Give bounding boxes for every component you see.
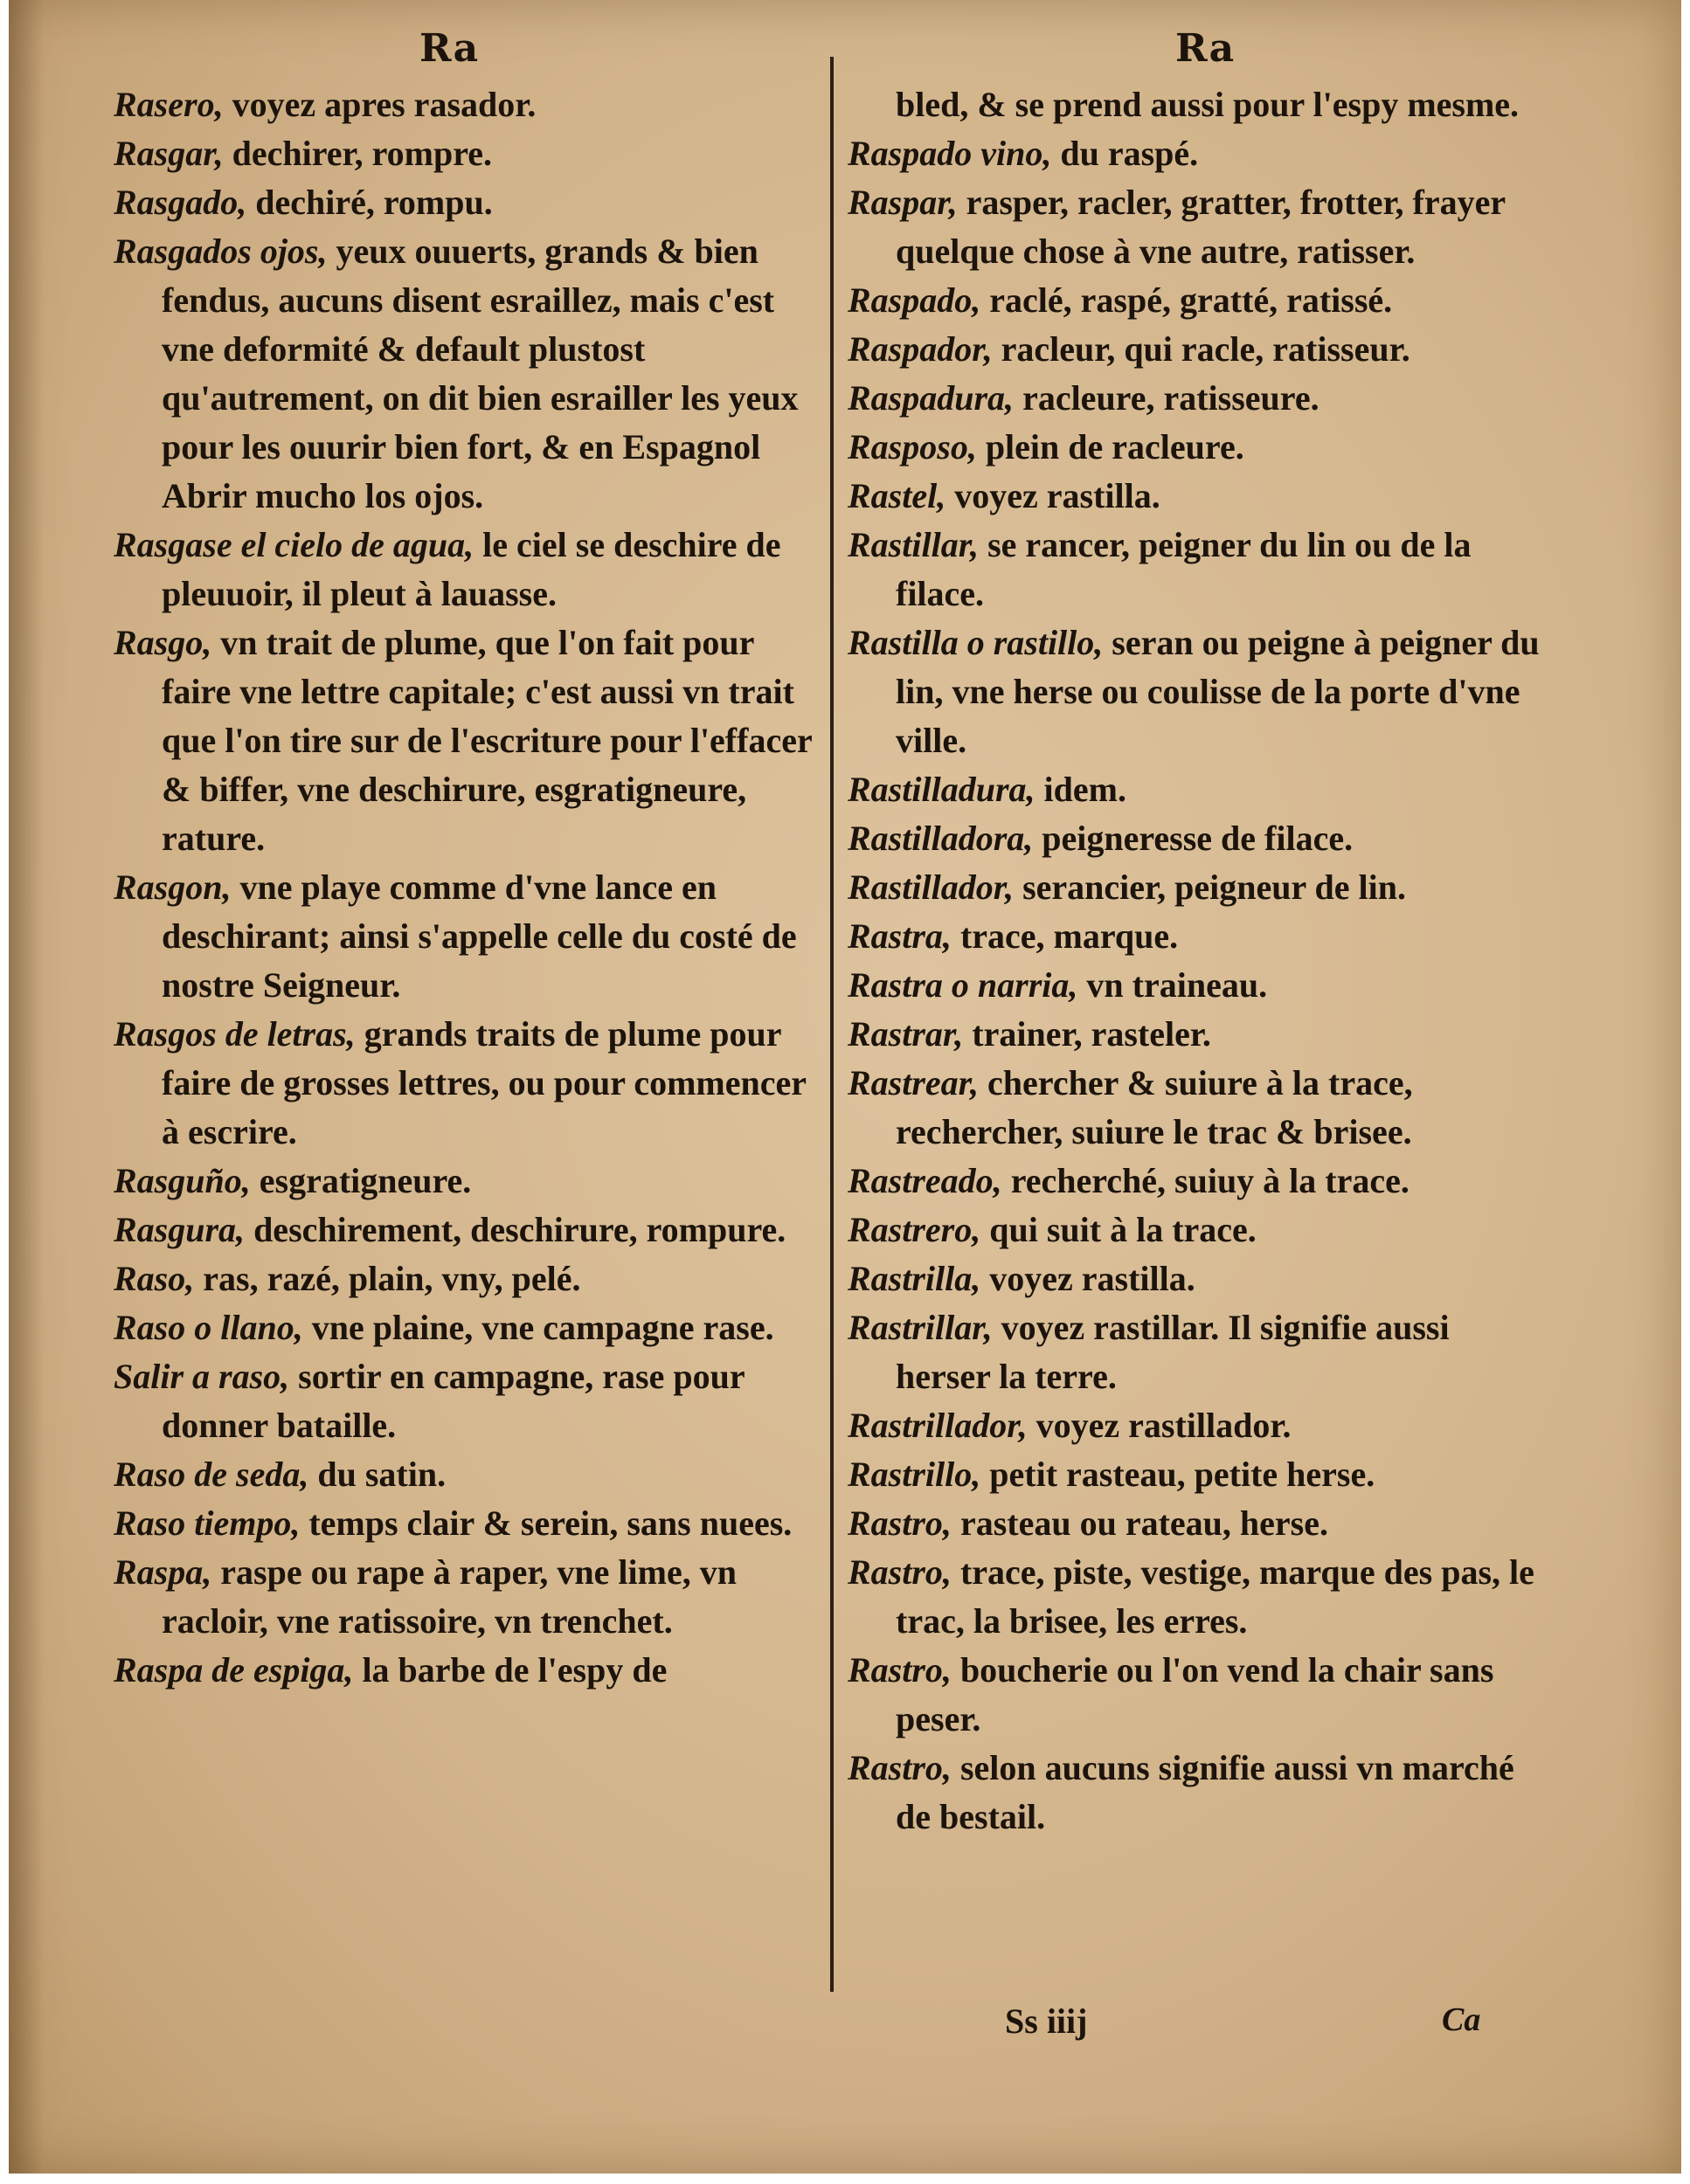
entry-headword: Rastra o narria, bbox=[848, 965, 1078, 1005]
dictionary-entry bbox=[848, 472, 1547, 521]
entry-headword: Rasgar, bbox=[114, 134, 224, 173]
dictionary-entry bbox=[848, 521, 1547, 619]
entry-definition: trace, marque. bbox=[951, 916, 1179, 956]
dictionary-entry bbox=[848, 276, 1547, 325]
dictionary-entry bbox=[848, 619, 1547, 765]
entry-definition: dechiré, rompu. bbox=[246, 183, 493, 222]
entry-headword: Rastro, bbox=[848, 1650, 952, 1690]
entry-definition: yeux ouuerts, grands & bien fendus, aucuns disent esraillez, mais c'est vne deformité & default plustost qu'autrement, on dit bien esrailler les yeux pour les ouurir bien fort, & en Espagnol Abrir mucho los ojos. bbox=[162, 232, 799, 515]
entry-headword: Raso o llano, bbox=[114, 1308, 303, 1347]
entry-definition: peigneresse de filace. bbox=[1033, 819, 1354, 858]
entry-headword: Rasposo, bbox=[848, 427, 977, 467]
entry-definition: serancier, peigneur de lin. bbox=[1014, 867, 1406, 907]
entry-definition: la barbe de l'espy de bbox=[353, 1650, 668, 1690]
dictionary-entry bbox=[848, 325, 1547, 374]
dictionary-entry bbox=[114, 1352, 813, 1450]
entry-headword: Rastrillo, bbox=[848, 1455, 981, 1494]
signature-mark: Ss iiij bbox=[1005, 2001, 1088, 2041]
entry-definition: voyez rastillar. Il signifie aussi herser la terre. bbox=[896, 1308, 1450, 1396]
dictionary-entry bbox=[848, 1499, 1547, 1548]
entry-headword: Salir a raso, bbox=[114, 1357, 290, 1396]
entry-headword: Rasgura, bbox=[114, 1210, 246, 1249]
book-page bbox=[9, 0, 1681, 2174]
entry-headword: Raso, bbox=[114, 1259, 195, 1298]
entry-definition: grands traits de plume pour faire de grosses lettres, ou pour commencer à escrire. bbox=[162, 1014, 807, 1151]
column-divider bbox=[830, 57, 834, 1992]
dictionary-entry bbox=[114, 178, 813, 227]
entry-headword: Rasgo, bbox=[114, 623, 212, 662]
dictionary-entry bbox=[848, 961, 1547, 1010]
entry-headword: Raspar, bbox=[848, 183, 958, 222]
entry-definition: selon aucuns signifie aussi vn marché de bestail. bbox=[896, 1748, 1514, 1836]
dictionary-entry bbox=[848, 1254, 1547, 1303]
entry-definition: dechirer, rompre. bbox=[223, 134, 492, 173]
entry-headword: Raspa de espiga, bbox=[114, 1650, 354, 1690]
entry-headword: Raspado, bbox=[848, 280, 981, 320]
entry-headword: Rastrillador, bbox=[848, 1406, 1028, 1445]
dictionary-entry bbox=[848, 765, 1547, 814]
entry-definition: deschirement, deschirure, rompure. bbox=[245, 1210, 786, 1249]
dictionary-entry bbox=[848, 1303, 1547, 1401]
entry-definition: boucherie ou l'on vend la chair sans peser. bbox=[896, 1650, 1494, 1738]
entry-headword: Rasgase el cielo de agua, bbox=[114, 525, 474, 564]
entry-definition: se rancer, peigner du lin ou de la filace. bbox=[896, 525, 1472, 613]
dictionary-entry bbox=[114, 227, 813, 521]
dictionary-entry bbox=[114, 619, 813, 863]
entry-headword: Raso de seda, bbox=[114, 1455, 309, 1494]
entry-headword: Raso tiempo, bbox=[114, 1503, 301, 1543]
entry-definition: sortir en campagne, rase pour donner bataille. bbox=[162, 1357, 745, 1445]
entry-headword: Rastel, bbox=[848, 476, 946, 515]
dictionary-entry bbox=[114, 1450, 813, 1499]
dictionary-entry bbox=[114, 1303, 813, 1352]
entry-headword: Rastro, bbox=[848, 1552, 952, 1592]
entry-definition: ras, razé, plain, vny, pelé. bbox=[194, 1259, 581, 1298]
right-column bbox=[848, 80, 1547, 1842]
dictionary-entry bbox=[848, 912, 1547, 961]
dictionary-entry bbox=[114, 1157, 813, 1206]
dictionary-entry bbox=[114, 521, 813, 619]
entry-headword: Rastro, bbox=[848, 1748, 952, 1787]
entry-headword: Raspado vino, bbox=[848, 134, 1052, 173]
entry-definition: petit rasteau, petite herse. bbox=[980, 1455, 1375, 1494]
entry-headword: Rastilladura, bbox=[848, 770, 1035, 809]
entry-headword: Rastra, bbox=[848, 916, 952, 956]
entry-definition: vne plaine, vne campagne rase. bbox=[302, 1308, 774, 1347]
entry-headword: Rasgados ojos, bbox=[114, 232, 328, 271]
entry-definition: qui suit à la trace. bbox=[980, 1210, 1257, 1249]
entry-definition: le ciel se deschire de pleuuoir, il pleut à lauasse. bbox=[162, 525, 781, 613]
entry-definition: du raspé. bbox=[1051, 134, 1199, 173]
entry-definition: voyez rastilla. bbox=[945, 476, 1160, 515]
dictionary-entry bbox=[114, 1010, 813, 1157]
dictionary-entry bbox=[114, 80, 813, 129]
dictionary-entry bbox=[848, 129, 1547, 178]
dictionary-entry bbox=[848, 1010, 1547, 1059]
entry-headword: Raspadura, bbox=[848, 378, 1015, 418]
dictionary-entry bbox=[114, 863, 813, 1010]
dictionary-entry bbox=[848, 863, 1547, 912]
entry-definition: bled, & se prend aussi pour l'espy mesme. bbox=[896, 85, 1520, 124]
entry-headword: Rastilladora, bbox=[848, 819, 1034, 858]
dictionary-entry bbox=[848, 374, 1547, 423]
entry-definition: trainer, rasteler. bbox=[963, 1014, 1211, 1054]
entry-headword: Rastillador, bbox=[848, 867, 1015, 907]
entry-definition: recherché, suiuy à la trace. bbox=[1001, 1161, 1409, 1200]
entry-headword: Rastillar, bbox=[848, 525, 980, 564]
entry-definition: trace, piste, vestige, marque des pas, le trac, la brisee, les erres. bbox=[896, 1552, 1534, 1641]
entry-definition: seran ou peigne à peigner du lin, vne herse ou coulisse de la porte d'vne ville. bbox=[896, 623, 1540, 760]
dictionary-entry bbox=[848, 1450, 1547, 1499]
dictionary-entry bbox=[848, 1401, 1547, 1450]
entry-definition: racleure, ratisseure. bbox=[1014, 378, 1319, 418]
dictionary-entry bbox=[114, 1254, 813, 1303]
dictionary-entry bbox=[848, 1744, 1547, 1842]
dictionary-entry bbox=[848, 1548, 1547, 1646]
entry-headword: Rasgos de letras, bbox=[114, 1014, 356, 1054]
entry-definition: voyez apres rasador. bbox=[223, 85, 537, 124]
entry-definition: idem. bbox=[1035, 770, 1126, 809]
entry-definition: chercher & suiure à la trace, rechercher, suiure le trac & brisee. bbox=[896, 1063, 1413, 1151]
entry-headword: Rasgado, bbox=[114, 183, 247, 222]
entry-headword: Rastrear, bbox=[848, 1063, 980, 1102]
dictionary-entry bbox=[114, 129, 813, 178]
entry-definition: temps clair & serein, sans nuees. bbox=[300, 1503, 793, 1543]
entry-headword: Rastro, bbox=[848, 1503, 952, 1543]
running-head-left: Ra bbox=[419, 26, 480, 71]
dictionary-entry bbox=[848, 1206, 1547, 1254]
entry-definition: vne playe comme d'vne lance en deschirant; ainsi s'appelle celle du costé de nostre Seigneur. bbox=[162, 867, 797, 1005]
dictionary-entry bbox=[114, 1499, 813, 1548]
entry-headword: Rasero, bbox=[114, 85, 224, 124]
entry-definition: rasteau ou rateau, herse. bbox=[951, 1503, 1328, 1543]
entry-headword: Raspador, bbox=[848, 329, 993, 369]
entry-headword: Rastrar, bbox=[848, 1014, 964, 1054]
entry-headword: Rasguño, bbox=[114, 1161, 251, 1200]
entry-definition: voyez rastilla. bbox=[980, 1259, 1195, 1298]
entry-headword: Raspa, bbox=[114, 1552, 212, 1592]
dictionary-entry bbox=[848, 1646, 1547, 1744]
dictionary-entry bbox=[848, 423, 1547, 472]
entry-definition: vn traineau. bbox=[1077, 965, 1268, 1005]
dictionary-entry bbox=[848, 814, 1547, 863]
entry-definition: racleur, qui racle, ratisseur. bbox=[992, 329, 1410, 369]
dictionary-entry bbox=[848, 1059, 1547, 1157]
entry-definition: esgratigneure. bbox=[250, 1161, 472, 1200]
entry-definition: plein de racleure. bbox=[976, 427, 1244, 467]
dictionary-entry bbox=[848, 178, 1547, 276]
entry-definition: voyez rastillador. bbox=[1027, 1406, 1292, 1445]
entry-definition: raclé, raspé, gratté, ratissé. bbox=[980, 280, 1393, 320]
dictionary-entry bbox=[848, 80, 1547, 129]
dictionary-entry bbox=[114, 1548, 813, 1646]
entry-definition: du satin. bbox=[308, 1455, 447, 1494]
dictionary-entry bbox=[848, 1157, 1547, 1206]
dictionary-entry bbox=[114, 1206, 813, 1254]
dictionary-entry bbox=[114, 1646, 813, 1695]
running-head-right: Ra bbox=[1175, 26, 1236, 71]
entry-headword: Rastilla o rastillo, bbox=[848, 623, 1104, 662]
entry-headword: Rastrilla, bbox=[848, 1259, 981, 1298]
entry-headword: Rasgon, bbox=[114, 867, 232, 907]
entry-headword: Rastrero, bbox=[848, 1210, 981, 1249]
entry-definition: raspe ou rape à raper, vne lime, vn racloir, vne ratissoire, vn trenchet. bbox=[162, 1552, 737, 1641]
left-column bbox=[114, 80, 813, 1695]
entry-definition: vn trait de plume, que l'on fait pour faire vne lettre capitale; c'est aussi vn trait que l'on tire sur de l'escriture pour l'effacer & biffer, vne deschirure, esgratigneure, rature. bbox=[162, 623, 812, 858]
page-fold-shadow bbox=[9, 0, 44, 2174]
catchword: Ca bbox=[1442, 2001, 1481, 2038]
entry-definition: rasper, racler, gratter, frotter, frayer quelque chose à vne autre, ratisser. bbox=[896, 183, 1506, 271]
entry-headword: Rastrillar, bbox=[848, 1308, 993, 1347]
entry-headword: Rastreado, bbox=[848, 1161, 1002, 1200]
